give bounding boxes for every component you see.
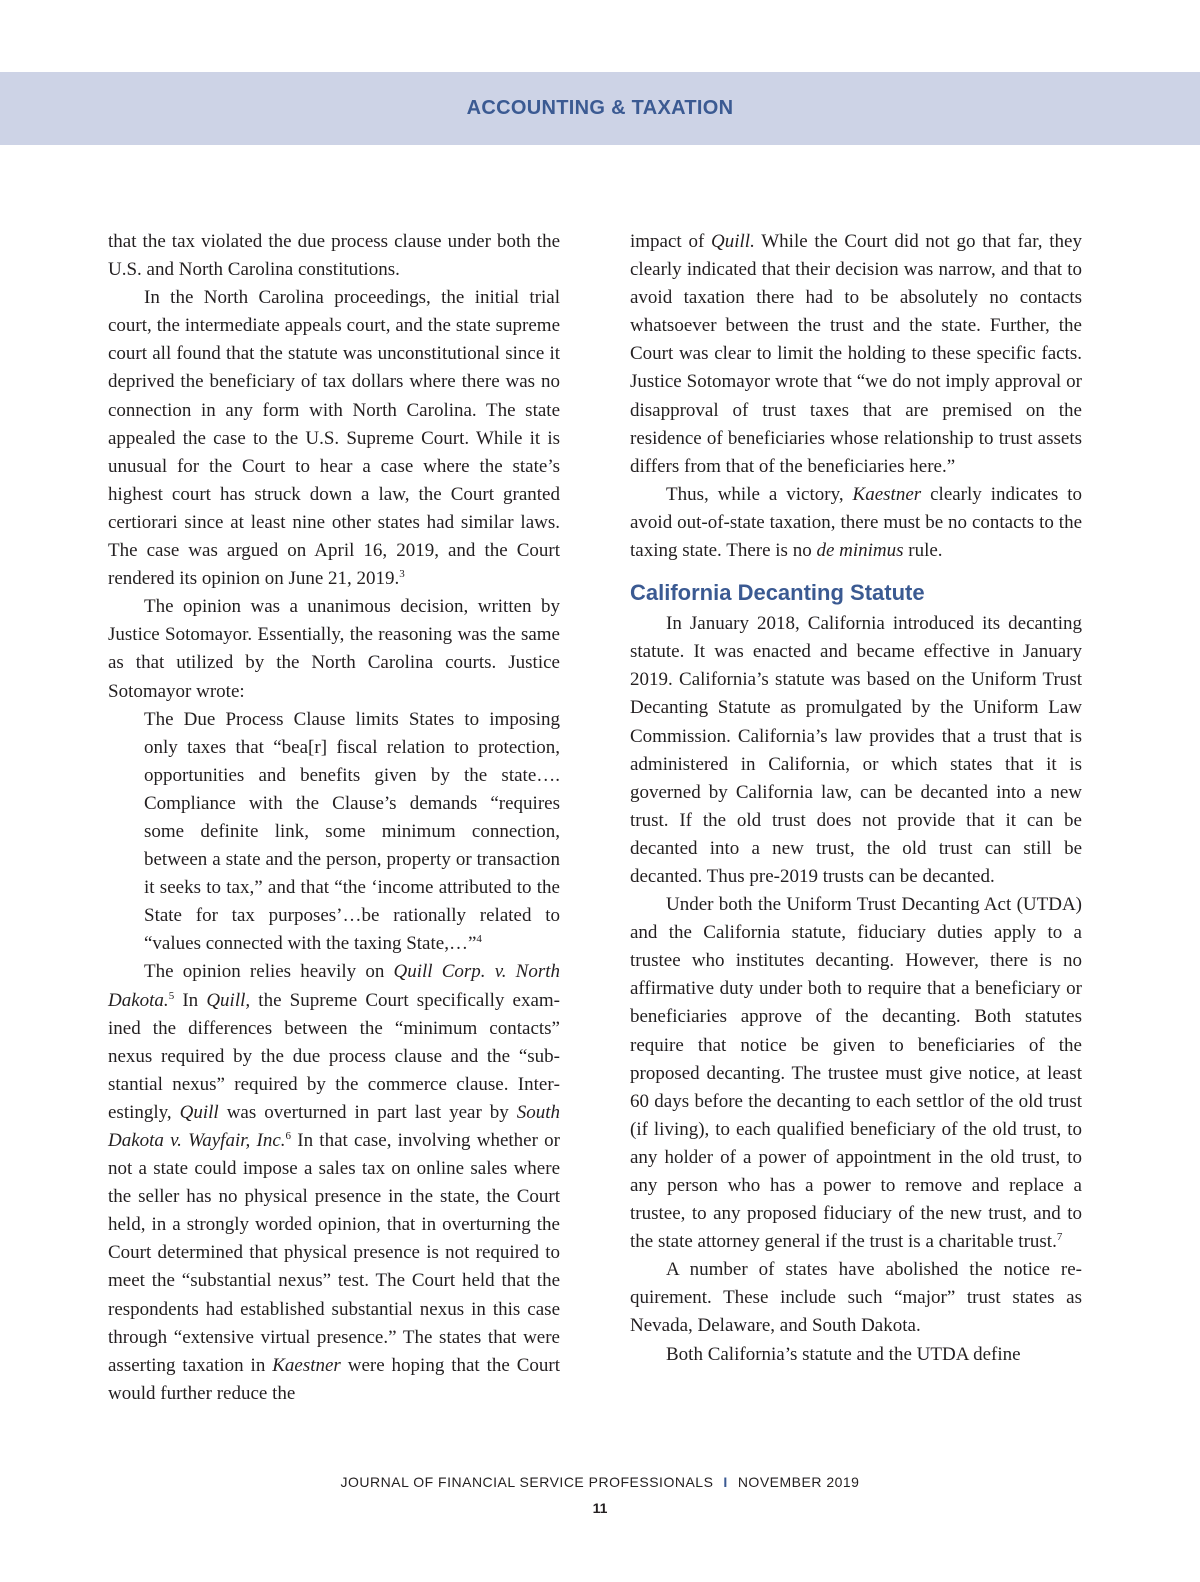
- paragraph: [630, 481, 1082, 565]
- paragraph: A number of states have abolished the notice requirement. These include such “major” trust states as Nevada, Delaware, and South Dakota.: [630, 1259, 1082, 1337]
- page-number: 11: [592, 1500, 608, 1516]
- case-name: Kaestner: [852, 483, 922, 505]
- block-quote: [144, 706, 560, 959]
- paragraph-text: impact of: [630, 231, 712, 252]
- paragraph: [108, 958, 560, 1408]
- section-title: ACCOUNTING & TAXATION: [466, 97, 734, 119]
- case-name: Kaestner: [272, 1354, 341, 1376]
- latin-term: de minimus: [816, 540, 904, 562]
- case-citation: South Dakota v. Wayfair, Inc.: [108, 1101, 560, 1151]
- paragraph-text: In: [174, 989, 207, 1011]
- footnote-ref[interactable]: 6: [285, 1130, 292, 1142]
- left-column: [108, 228, 560, 1408]
- footer-separator: I: [723, 1474, 728, 1490]
- paragraph-text: While the Court did not go that far, they clearly indicated that their decision was narrow, and that to avoid taxation there had to be absolutely no contacts whatsoever between the trust and the state. Further, the Court was clear to limit the holding to these specific facts. Justice Sotomayor wrote that “we do not imply approval or disapproval of trust taxes that are premised on the residence of beneficiaries whose relationship to trust assets differs from that of the beneficiaries here.”: [630, 231, 1082, 477]
- paragraph: Both California’s statute and the UTDA define: [666, 1343, 1021, 1365]
- paragraph-text: rule.: [903, 540, 943, 562]
- case-citation: Quill Corp. v. North Dakota.: [108, 961, 560, 1011]
- paragraph-text: were hoping that the Court would further reduce the: [108, 1354, 560, 1404]
- case-name: Quill,: [206, 989, 251, 1011]
- issue-date: NOVEMBER 2019: [737, 1474, 860, 1490]
- quote-text: The Due Process Clause limits States to imposing only taxes that “bea[r] fiscal relation to protection, opportunities and benefits given by the state…. Compliance with the Clause’s demands “requires some definite link, some minimum connection, between a state and the person, property or transaction it seeks to tax,” and that “the ‘income attributed to the State for tax purposes’…be rationally related to “values connected with the taxing State,…”: [144, 708, 560, 955]
- paragraph: [630, 228, 1082, 481]
- section-heading: California Decanting Statute: [630, 580, 925, 606]
- paragraph-text: clearly indicates to avoid out-of-state taxation, there must be no contacts to the taxing state. There is no: [630, 483, 1083, 562]
- paragraph: The opinion was a unanimous decision, written by Justice Sotomayor. Essentially, the reasoning was the same as that utilized by the North Carolina courts. Justice Sotomayor wrote:: [108, 596, 560, 702]
- paragraph: that the tax violated the due process clause under both the U.S. and North Carolina constitutions.: [108, 231, 560, 281]
- paragraph-text: In that case, involving whether or not a state could impose a sales tax on online sales where the seller has no physical presence in the state, the Court held, in a strongly worded opinion, that in overturning the Court determined that physical presence is not required to meet the “substantial nexus” test. The Court held that the respondents had established substantial nexus in this case through “extensive virtual presence.” The states that were asserting taxation in: [108, 1130, 560, 1376]
- paragraph-text: In the North Carolina proceedings, the initial trial court, the intermediate appeals court, and the state supreme court all found that the statute was unconstitutional since it deprived the beneficiary of tax dollars where there was no connection in any form with North Carolina. The state appealed the case to the U.S. Supreme Court. While it is unusual for the Court to hear a case where the state’s highest court has struck down a law, the Court granted certiorari since at least nine other states had similar laws. The case was argued on April 16, 2019, and the Court rendered its opinion on June 21, 2019.: [108, 287, 560, 590]
- section-banner: [0, 72, 1200, 145]
- paragraph: [630, 891, 1082, 1256]
- footnote-ref[interactable]: 5: [168, 989, 175, 1002]
- paragraph-text: Under both the Uniform Trust Decanting Act (UTDA) and the California statute, fiduciary duties apply to a trustee who institutes decanting. However, there is no affirmative duty under both to require that a beneficiary or beneficiaries approve of the decanting. Both statutes require that notice be given to beneficiaries of the proposed decanting. The trustee must give notice, at least 60 days before the decanting to each settlor of the old trust (if living), to each qualified beneficiary of the old trust, to any holder of a power of appointment in the old trust, to any person who has a power to remove and replace a trustee, to any proposed fiduciary of the new trust, and to the state attorney general if the trust is a charitable trust.: [630, 894, 1082, 1253]
- page-footer: [0, 1474, 1200, 1490]
- paragraph: [108, 284, 560, 593]
- case-name: Quill.: [711, 231, 755, 252]
- paragraph-text: The opinion relies heavily on: [144, 961, 394, 983]
- footnote-ref[interactable]: 7: [1056, 1231, 1063, 1244]
- paragraph-text: was overturned in part last year by: [218, 1101, 517, 1123]
- footnote-ref[interactable]: 4: [476, 933, 482, 946]
- journal-name: JOURNAL OF FINANCIAL SERVICE PROFESSIONALS: [340, 1474, 714, 1490]
- footnote-ref[interactable]: 3: [399, 568, 405, 581]
- case-name: Quill: [179, 1101, 219, 1123]
- paragraph-text: Thus, while a victory,: [666, 483, 853, 505]
- paragraph: In January 2018, California introduced its decanting statute. It was enacted and became effective in January 2019. California’s statute was based on the Uniform Trust Decanting Statute as promulgated by the Uniform Law Commission. California’s law provides that a trust that is administered in California, or which states that it is governed by California law, can be decanted into a new trust. If the old trust does not provide that it can be decanted into a new trust, the old trust can still be decanted. Thus pre-2019 trusts can be decanted.: [630, 613, 1082, 887]
- right-column: [630, 228, 1082, 1369]
- paragraph-text: the Supreme Court specifically examined the differences between the “minimum contacts” nexus required by the due process clause and the “substantial nexus” required by the commerce clause. Interestingly,: [108, 989, 560, 1123]
